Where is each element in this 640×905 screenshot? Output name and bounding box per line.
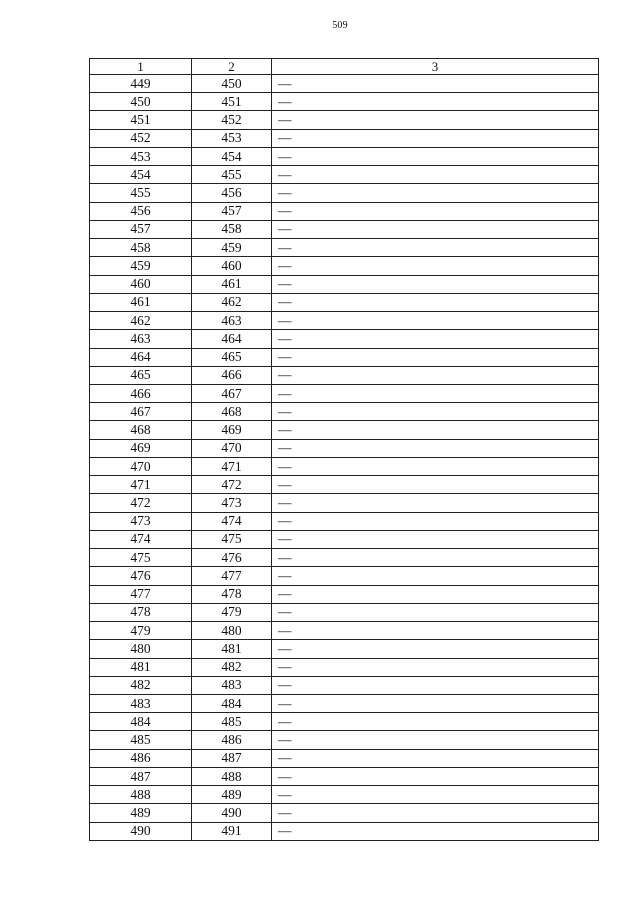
table-row <box>90 804 599 822</box>
table-row <box>90 129 599 147</box>
table-cell-remark: — <box>272 129 599 147</box>
table-row <box>90 457 599 475</box>
table-row <box>90 220 599 238</box>
table-row <box>90 713 599 731</box>
table-cell-number: 455 <box>90 184 192 202</box>
table-cell-number: 482 <box>90 676 192 694</box>
table-cell-number: 465 <box>90 366 192 384</box>
table-row <box>90 439 599 457</box>
table-cell-number: 481 <box>192 640 272 658</box>
table-row <box>90 749 599 767</box>
table-cell-remark: — <box>272 166 599 184</box>
table-cell-number: 490 <box>192 804 272 822</box>
table-row <box>90 694 599 712</box>
table-cell-remark: — <box>272 767 599 785</box>
table-cell-remark: — <box>272 421 599 439</box>
table-body <box>90 75 599 841</box>
table-cell-number: 476 <box>90 567 192 585</box>
table-cell-remark: — <box>272 622 599 640</box>
table-cell-remark: — <box>272 476 599 494</box>
table-row <box>90 348 599 366</box>
table-cell-remark: — <box>272 603 599 621</box>
table-cell-number: 486 <box>90 749 192 767</box>
table-cell-number: 451 <box>192 93 272 111</box>
table-cell-number: 459 <box>192 239 272 257</box>
table-cell-remark: — <box>272 640 599 658</box>
table-cell-number: 473 <box>90 512 192 530</box>
table-cell-number: 453 <box>192 129 272 147</box>
table-cell-number: 463 <box>90 330 192 348</box>
table-cell-number: 468 <box>90 421 192 439</box>
table-row <box>90 293 599 311</box>
table-cell-remark: — <box>272 220 599 238</box>
table-cell-number: 470 <box>90 457 192 475</box>
table-row <box>90 403 599 421</box>
table-row <box>90 312 599 330</box>
table-cell-remark: — <box>272 275 599 293</box>
table-cell-remark: — <box>272 694 599 712</box>
table-row <box>90 111 599 129</box>
table-cell-number: 459 <box>90 257 192 275</box>
table-cell-remark: — <box>272 75 599 93</box>
table-cell-number: 465 <box>192 348 272 366</box>
table-row <box>90 512 599 530</box>
table-row <box>90 585 599 603</box>
table-cell-remark: — <box>272 658 599 676</box>
table-cell-number: 475 <box>90 549 192 567</box>
table-cell-number: 490 <box>90 822 192 840</box>
table-cell-number: 489 <box>90 804 192 822</box>
table-cell-number: 452 <box>90 129 192 147</box>
table-cell-number: 484 <box>90 713 192 731</box>
table-row <box>90 640 599 658</box>
table-cell-number: 456 <box>90 202 192 220</box>
table-cell-number: 469 <box>90 439 192 457</box>
table-cell-number: 472 <box>90 494 192 512</box>
table-cell-number: 486 <box>192 731 272 749</box>
table-cell-remark: — <box>272 147 599 165</box>
table-cell-number: 461 <box>90 293 192 311</box>
table-cell-remark: — <box>272 676 599 694</box>
column-header-3: 3 <box>272 59 599 75</box>
table-cell-number: 454 <box>192 147 272 165</box>
table-cell-number: 479 <box>192 603 272 621</box>
table-cell-number: 474 <box>90 530 192 548</box>
table-cell-number: 479 <box>90 622 192 640</box>
table-cell-number: 466 <box>192 366 272 384</box>
table-cell-remark: — <box>272 239 599 257</box>
table-row <box>90 494 599 512</box>
table-cell-remark: — <box>272 93 599 111</box>
table-cell-number: 484 <box>192 694 272 712</box>
table-cell-number: 472 <box>192 476 272 494</box>
table-row <box>90 202 599 220</box>
table-cell-number: 452 <box>192 111 272 129</box>
table-row <box>90 622 599 640</box>
table-cell-remark: — <box>272 403 599 421</box>
table-cell-remark: — <box>272 312 599 330</box>
table-cell-remark: — <box>272 111 599 129</box>
table-cell-remark: — <box>272 202 599 220</box>
table-cell-number: 488 <box>90 786 192 804</box>
table-cell-remark: — <box>272 293 599 311</box>
table-row <box>90 822 599 840</box>
table-row <box>90 676 599 694</box>
table-row <box>90 530 599 548</box>
table-row <box>90 767 599 785</box>
table-cell-number: 480 <box>90 640 192 658</box>
table-cell-number: 483 <box>90 694 192 712</box>
table-cell-number: 478 <box>192 585 272 603</box>
page-number: 509 <box>332 20 348 31</box>
table-cell-number: 467 <box>192 384 272 402</box>
table-cell-number: 464 <box>90 348 192 366</box>
table-cell-number: 450 <box>192 75 272 93</box>
table-cell-number: 488 <box>192 767 272 785</box>
table-cell-remark: — <box>272 749 599 767</box>
table-cell-number: 458 <box>192 220 272 238</box>
table-cell-remark: — <box>272 731 599 749</box>
table-row <box>90 567 599 585</box>
table-cell-number: 460 <box>90 275 192 293</box>
table-cell-number: 478 <box>90 603 192 621</box>
table-cell-number: 481 <box>90 658 192 676</box>
table-cell-number: 467 <box>90 403 192 421</box>
table-cell-remark: — <box>272 257 599 275</box>
table-cell-number: 474 <box>192 512 272 530</box>
table-cell-remark: — <box>272 184 599 202</box>
table-cell-number: 482 <box>192 658 272 676</box>
footer-scan-marks <box>40 894 600 902</box>
table-row <box>90 476 599 494</box>
table-cell-number: 477 <box>192 567 272 585</box>
table-row <box>90 658 599 676</box>
table-cell-remark: — <box>272 804 599 822</box>
table-cell-number: 477 <box>90 585 192 603</box>
table-row <box>90 166 599 184</box>
table-cell-number: 473 <box>192 494 272 512</box>
table-cell-number: 464 <box>192 330 272 348</box>
table-cell-number: 469 <box>192 421 272 439</box>
table-row <box>90 384 599 402</box>
data-table-container <box>89 58 598 841</box>
table-cell-number: 466 <box>90 384 192 402</box>
table-header-row <box>90 59 599 75</box>
table-cell-number: 453 <box>90 147 192 165</box>
table-cell-number: 471 <box>192 457 272 475</box>
table-cell-number: 487 <box>192 749 272 767</box>
table-cell-number: 462 <box>90 312 192 330</box>
table-row <box>90 275 599 293</box>
table-row <box>90 421 599 439</box>
table-cell-number: 451 <box>90 111 192 129</box>
table-row <box>90 147 599 165</box>
table-row <box>90 75 599 93</box>
table-cell-remark: — <box>272 530 599 548</box>
table-cell-remark: — <box>272 457 599 475</box>
table-cell-number: 491 <box>192 822 272 840</box>
table-cell-number: 483 <box>192 676 272 694</box>
table-cell-number: 468 <box>192 403 272 421</box>
table-cell-remark: — <box>272 366 599 384</box>
column-header-2: 2 <box>192 59 272 75</box>
table-cell-remark: — <box>272 585 599 603</box>
table-cell-remark: — <box>272 713 599 731</box>
table-row <box>90 239 599 257</box>
table-cell-number: 450 <box>90 93 192 111</box>
table-cell-remark: — <box>272 822 599 840</box>
table-row <box>90 330 599 348</box>
table-cell-remark: — <box>272 439 599 457</box>
table-cell-number: 475 <box>192 530 272 548</box>
table-cell-remark: — <box>272 567 599 585</box>
table-cell-number: 457 <box>192 202 272 220</box>
table-cell-number: 485 <box>192 713 272 731</box>
table-cell-number: 457 <box>90 220 192 238</box>
table-cell-number: 485 <box>90 731 192 749</box>
table-cell-number: 462 <box>192 293 272 311</box>
table-cell-remark: — <box>272 549 599 567</box>
table-cell-remark: — <box>272 330 599 348</box>
table-cell-number: 470 <box>192 439 272 457</box>
table-cell-remark: — <box>272 494 599 512</box>
table-cell-number: 460 <box>192 257 272 275</box>
table-row <box>90 257 599 275</box>
table-cell-number: 476 <box>192 549 272 567</box>
table-row <box>90 549 599 567</box>
table-cell-number: 461 <box>192 275 272 293</box>
table-cell-remark: — <box>272 384 599 402</box>
table-cell-number: 480 <box>192 622 272 640</box>
column-header-1: 1 <box>90 59 192 75</box>
table-cell-number: 455 <box>192 166 272 184</box>
table-cell-number: 454 <box>90 166 192 184</box>
data-table <box>89 58 599 841</box>
table-row <box>90 731 599 749</box>
table-row <box>90 366 599 384</box>
table-row <box>90 184 599 202</box>
table-cell-remark: — <box>272 786 599 804</box>
table-row <box>90 603 599 621</box>
table-cell-number: 471 <box>90 476 192 494</box>
table-cell-number: 463 <box>192 312 272 330</box>
table-cell-number: 456 <box>192 184 272 202</box>
table-cell-number: 449 <box>90 75 192 93</box>
table-cell-number: 458 <box>90 239 192 257</box>
table-row <box>90 93 599 111</box>
table-cell-number: 489 <box>192 786 272 804</box>
table-row <box>90 786 599 804</box>
table-cell-remark: — <box>272 512 599 530</box>
table-cell-remark: — <box>272 348 599 366</box>
table-cell-number: 487 <box>90 767 192 785</box>
